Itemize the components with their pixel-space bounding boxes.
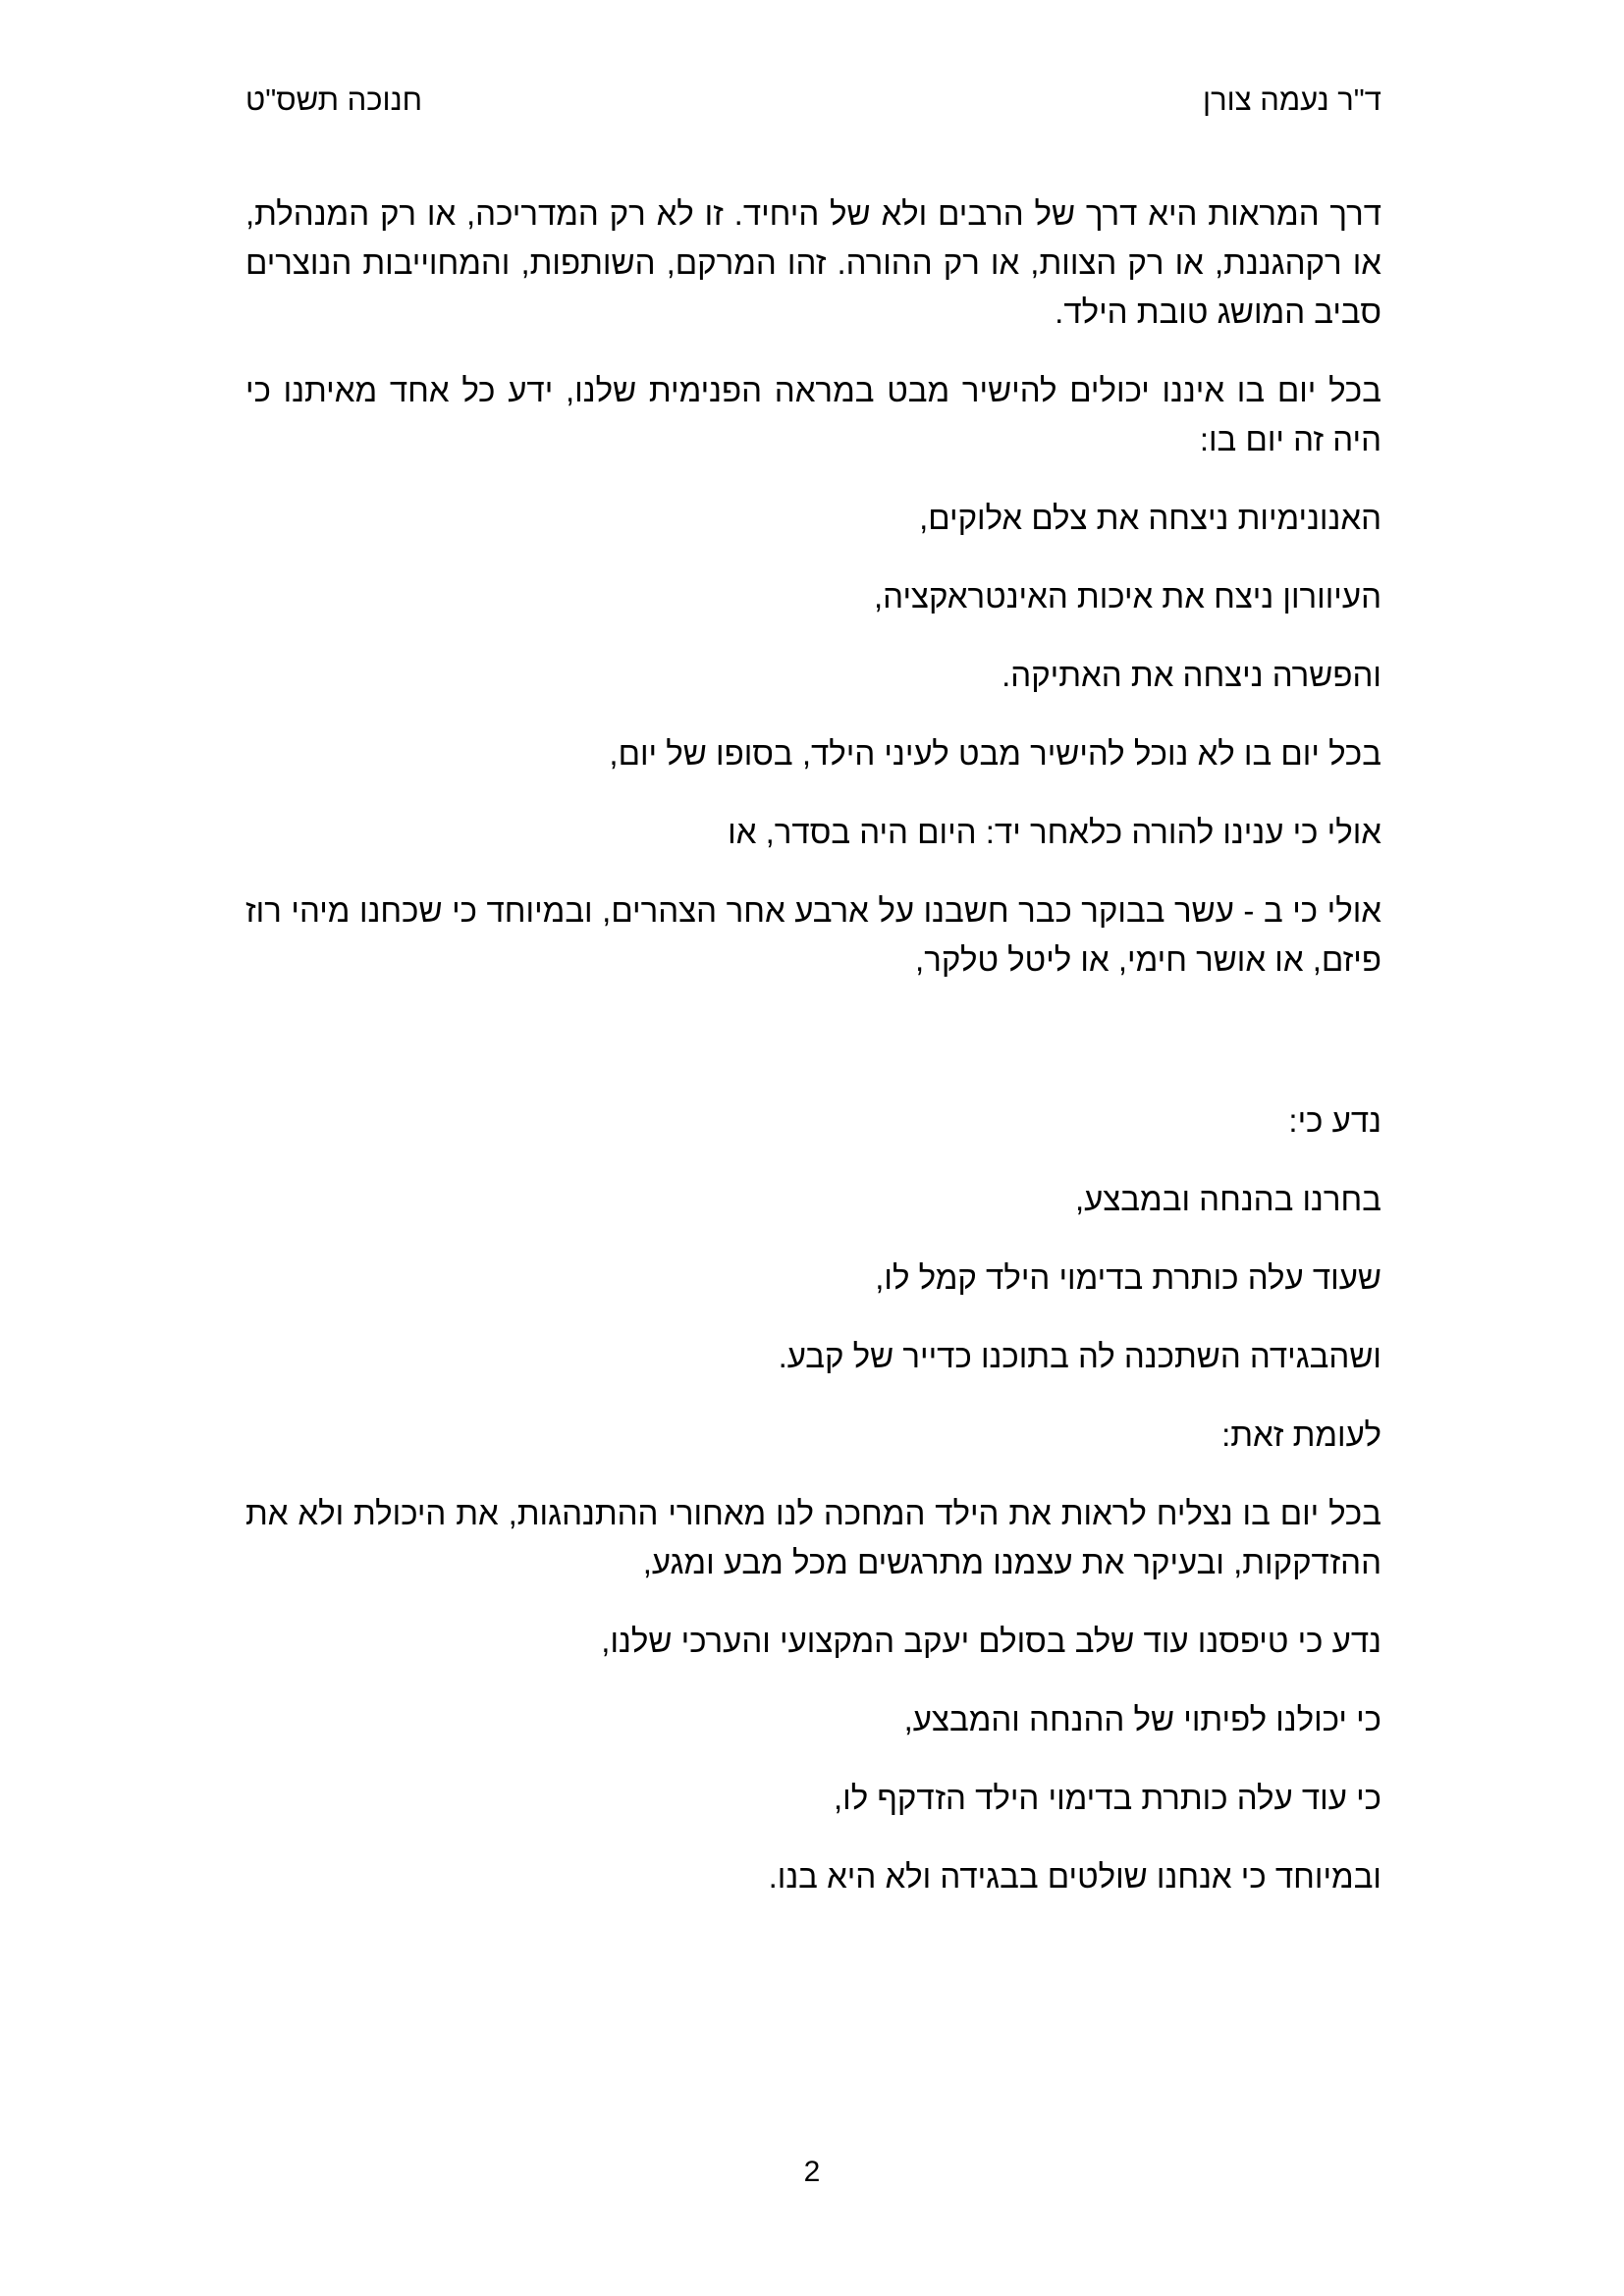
body-paragraph: בכל יום בו לא נוכל להישיר מבט לעיני הילד, בסופו של יום,	[609, 735, 1381, 772]
body-paragraph: העיוורון ניצח את איכות האינטראקציה,	[874, 578, 1381, 614]
document-body	[245, 189, 1381, 1931]
section-spacer	[245, 1014, 1381, 1096]
body-paragraph: נדע כי:	[1288, 1102, 1381, 1139]
body-paragraph: שעוד עלה כותרת בדימוי הילד קמל לו,	[875, 1259, 1381, 1296]
header-author: ד"ר נעמה צורן	[1203, 82, 1381, 117]
body-paragraph: לעומת זאת:	[1221, 1416, 1381, 1453]
body-paragraph: והפשרה ניצחה את האתיקה.	[1001, 657, 1381, 693]
body-paragraph: בחרנו בהנחה ובמבצע,	[1074, 1181, 1381, 1217]
body-paragraph: ושהבגידה השתכנה לה בתוכנו כדייר של קבע.	[778, 1338, 1381, 1374]
body-paragraph: בכל יום בו איננו יכולים להישיר מבט במראה הפנימית שלנו, ידע כל אחד מאיתנו כי היה זה יום בו:	[245, 372, 1381, 457]
body-paragraph: האנונימיות ניצחה את צלם אלוקים,	[919, 500, 1381, 536]
page-number: 2	[803, 2156, 821, 2188]
body-paragraph: כי עוד עלה כותרת בדימוי הילד הזדקף לו,	[833, 1780, 1381, 1816]
header-occasion: חנוכה תשס"ט	[245, 82, 423, 117]
body-paragraph: ובמיוחד כי אנחנו שולטים בבגידה ולא היא בנו.	[768, 1858, 1381, 1895]
body-paragraph: אולי כי ב - עשר בבוקר כבר חשבנו על ארבע אחר הצהרים, ובמיוחד כי שכחנו מיהי רוז פיזם, או אושר חימי, או ליטל טלקר,	[245, 892, 1381, 978]
body-paragraph: נדע כי טיפסנו עוד שלב בסולם יעקב המקצועי והערכי שלנו,	[601, 1623, 1381, 1659]
page-header	[245, 82, 1381, 122]
body-paragraph: בכל יום בו נצליח לראות את הילד המחכה לנו מאחורי ההתנהגות, את היכולת ולא את ההזדקקות, ובעיקר את עצמנו מתרגשים מכל מבע ומגע,	[245, 1495, 1381, 1580]
body-paragraph: דרך המראות היא דרך של הרבים ולא של היחיד. זו לא רק המדריכה, או רק המנהלת, או רקהגננת, או רק הצוות, או רק ההורה. זהו המרקם, השותפות, והמחוייבות הנוצרים סביב המושג טובת הילד.	[245, 195, 1381, 330]
body-paragraph: כי יכולנו לפיתוי של ההנחה והמבצע,	[903, 1701, 1381, 1737]
body-paragraph: אולי כי ענינו להורה כלאחר יד: היום היה בסדר, או	[728, 814, 1381, 850]
